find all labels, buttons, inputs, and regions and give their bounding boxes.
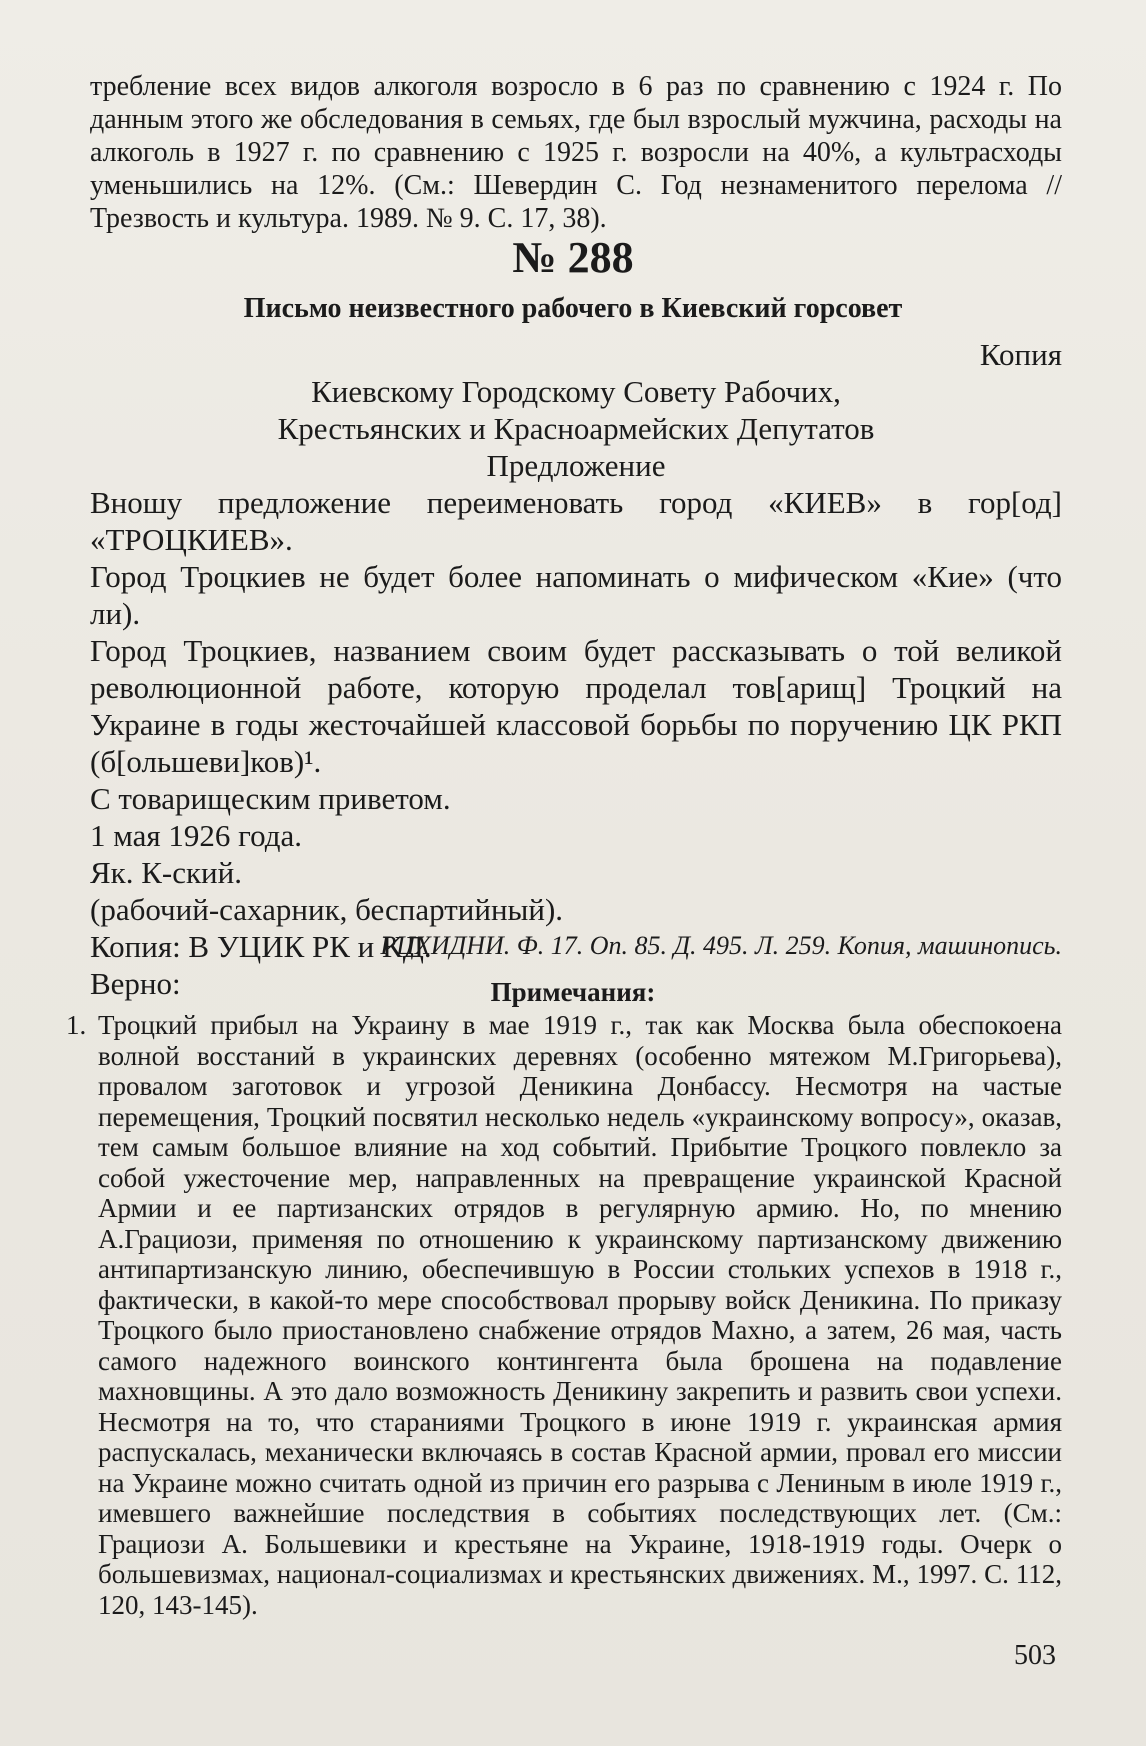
letter-paragraph-3: Город Троцкиев, названием своим будет рассказывать о той великой революционной работе, которую проделал тов[арищ] Троцкий на Украине в годы жесточайшей классовой борьбы по поручению ЦК РКП (б[ольшеви]ков)¹.: [90, 633, 1062, 779]
letter-paragraph-2: Город Троцкиев не будет более напоминать о мифическом «Кие» (что ли).: [90, 559, 1062, 631]
archive-reference: РЦХИДНИ. Ф. 17. Оп. 85. Д. 495. Л. 259. Копия, машинопись.: [380, 931, 1062, 960]
closing-signature: Як. К-ский.: [90, 855, 242, 890]
document-number: № 288: [512, 233, 634, 282]
intro-paragraph: [90, 70, 1062, 235]
notes-list: [66, 1010, 1062, 1620]
letter-paragraph-1: Вношу предложение переименовать город «КИЕВ» в гор[од] «ТРОЦКИЕВ».: [90, 485, 1062, 557]
closing-date: 1 мая 1926 года.: [90, 818, 303, 853]
intro-text: требление всех видов алкоголя возросло в 6 раз по сравнению с 1924 г. По данным этого же обследования в семьях, где был взрослый мужчина, расходы на алкоголь в 1927 г. по сравнению с 1925 г. возросли на 40%, а культрасходы уменьшились на 12%. (См.: Шевердин С. Год незнаменитого перелома // Трезвость и культура. 1989. № 9. С. 17, 38).: [90, 71, 1062, 234]
closing-copy-to: Копия: В УЦИК РК и КД.: [90, 929, 432, 964]
closing-greeting: С товарищеским приветом.: [90, 781, 451, 816]
document-title: Письмо неизвестного рабочего в Киевский горсовет: [243, 293, 903, 324]
notes-title: Примечания:: [490, 977, 656, 1007]
closing-occupation: (рабочий-сахарник, беспартийный).: [90, 892, 564, 927]
closing-verified: Верно:: [90, 966, 181, 1001]
note-text: Троцкий прибыл на Украину в мае 1919 г., так как Москва была обеспокоена волной восстаний в украинских деревнях (особенно мятежом М.Григорьева), провалом заготовок и угрозой Деникина Донбассу. Несмотря на частые перемещения, Троцкий посвятил несколько недель «украинскому вопросу», оказав, тем самым большое влияние на ход событий. Прибытие Троцкого повлекло за собой ужесточение мер, направленных на превращение украинской Красной Армии и ее партизанских отрядов в регулярную армию. Но, по мнению А.Грациози, применяя по отношению к украинскому партизанскому движению антипартизанскую линию, обеспечившую в России стольких успехов в 1918 г., фактически, в какой-то мере способствовал прорыву войск Деникина. По приказу Троцкого было приостановлено снабжение отрядов Махно, а затем, 26 мая, часть самого надежного воинского контингента была брошена на подавление махновщины. А это дало возможность Деникину закрепить и развить свои успехи. Несмотря на то, что стараниями Троцкого в июне 1919 г. украинская армия распускалась, механически включаясь в состав Красной армии, провал его миссии на Украине можно считать одной из причин его разрыва с Лениным в июле 1919 г., имевшего важнейшие последствия в событиях последствующих лет. (См.: Грациози А. Большевики и крестьяне на Украине, 1918-1919 годы. Очерк о большевизмах, национал-социализмах и крестьянских движениях. М., 1997. С. 112, 120, 143-145).: [98, 1010, 1062, 1620]
copy-label: Копия: [979, 337, 1062, 372]
note-number: 1.: [66, 1010, 87, 1040]
addressee-line-2: Крестьянских и Красноармейских Депутатов: [277, 411, 875, 446]
addressee-line-1: Киевскому Городскому Совету Рабочих,: [311, 374, 841, 409]
proposal-label: Предложение: [486, 448, 666, 483]
note-item: [66, 1010, 1062, 1620]
letter-body: [90, 336, 1062, 1002]
page-number: 503: [1014, 1640, 1056, 1671]
